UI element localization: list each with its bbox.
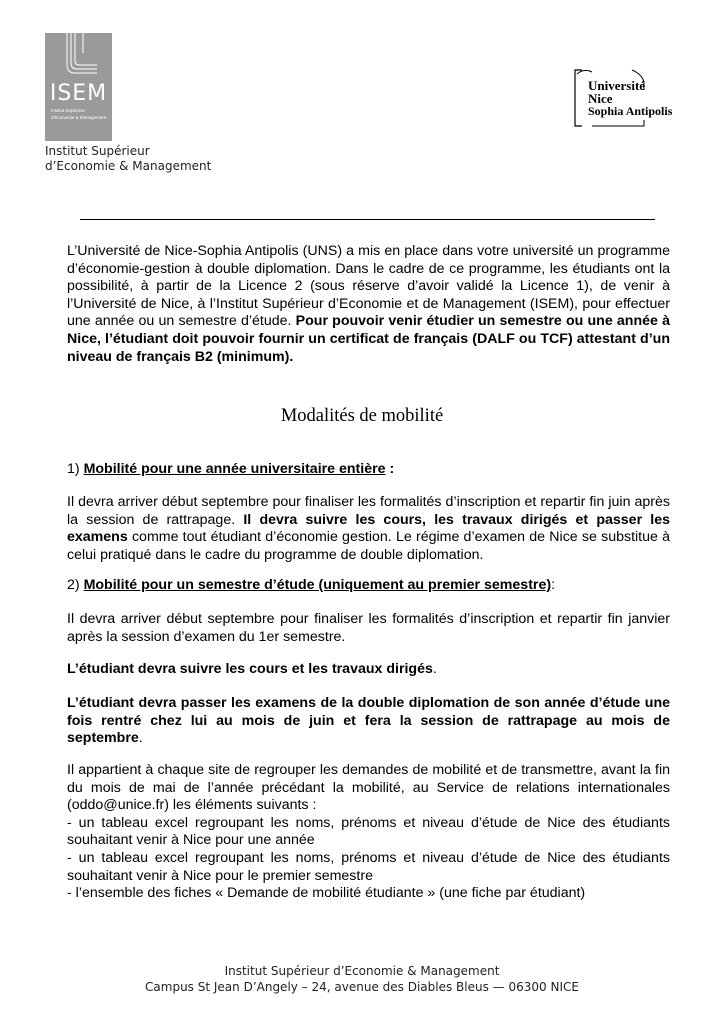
isem-logo	[45, 33, 112, 141]
section2-p2-bold: L’étudiant devra suivre les cours et les travaux dirigés	[67, 661, 433, 677]
section2-p3-end: .	[138, 730, 143, 747]
section1-heading	[67, 461, 670, 479]
intro-bold-requirement: Pour pouvoir venir étudier un semestre ou une année à Nice, l’étudiant doit pouvoir fournir un certificat de français (DALF ou TCF) attestant d’un niveau de français B2 (minimum).	[67, 313, 670, 365]
section1-heading-text: Mobilité pour une année universitaire entière	[83, 461, 386, 477]
isem-logo-word: ISEM	[49, 81, 108, 106]
uns-logo	[572, 66, 692, 130]
isem-logo-sub1: Institut Supérieur	[51, 108, 86, 113]
header-divider	[80, 219, 655, 220]
uns-logo-line1: Université	[588, 78, 646, 93]
list-item: - un tableau excel regroupant les noms, prénoms et niveau d’étude de Nice des étudiants souhaitant venir à Nice pour une année	[67, 814, 670, 849]
footer-line2: Campus St Jean D’Angely – 24, avenue des Diables Bleus — 06300 NICE	[145, 980, 579, 994]
section2-paragraph2	[67, 661, 670, 679]
section2-paragraph4	[67, 762, 670, 903]
section2-p4: Il appartient à chaque site de regrouper les demandes de mobilité et de transmettre, avant la fin du mois de mai de l’année précédant la mobilité, au Service de relations internationales (oddo@unice.fr) les éléments suivants :	[67, 762, 670, 814]
intro-text: L’Université de Nice-Sophia Antipolis (UNS) a mis en place dans votre université un programme d’économie-gestion à double diplomation. Dans le cadre de ce programme, les étudiants ont la possibilité, à partir de la Licence 2 (sous réserve d’avoir validé la Licence 1), de venir à l’Université de Nice, à l’Institut Supérieur d’Economie et de Management (ISEM), pour effectuer une année ou un semestre d’étude.	[67, 243, 670, 330]
section1-number: 1)	[67, 461, 84, 477]
section1-heading-suffix: :	[385, 461, 395, 477]
isem-caption-line2: d’Economie & Management	[45, 159, 212, 173]
section1-p1-start: Il devra arriver début septembre pour finaliser les formalités d’inscription et repartir fin juin après la session de rattrapage.	[67, 494, 670, 528]
section2-number: 2)	[67, 577, 84, 593]
section2-paragraph1: Il devra arriver début septembre pour finaliser les formalités d’inscription et repartir fin janvier après la session d’examen du 1er semestre.	[67, 611, 670, 645]
section1-p1-end: comme tout étudiant d’économie gestion. Le régime d’examen de Nice se substitue à celui pratiqué dans le cadre du programme de double diplomation.	[67, 529, 670, 563]
section1-p1-bold: Il devra suivre les cours, les travaux dirigés et passer les examens	[67, 511, 671, 546]
list-item: - un tableau excel regroupant les noms, prénoms et niveau d’étude de Nice des étudiants souhaitant venir à Nice pour le premier semestre	[67, 849, 670, 884]
isem-logo-sub2: d'Economie & Management	[51, 115, 107, 120]
list-item: - l’ensemble des fiches « Demande de mobilité étudiante » (une fiche par étudiant)	[67, 885, 586, 902]
isem-logo-lines	[61, 33, 97, 77]
uns-logo-line3: Sophia Antipolis	[588, 104, 673, 118]
section2-heading-text: Mobilité pour un semestre d’étude (uniquement au premier semestre)	[83, 577, 552, 593]
section2-paragraph3	[67, 695, 670, 748]
page-title: Modalités de mobilité	[280, 406, 444, 426]
section2-heading	[67, 577, 670, 595]
section2-heading-suffix: :	[551, 577, 556, 593]
section2-p3-bold: L’étudiant devra passer les examens de la double diplomation de son année d’étude une fois rentré chez lui au mois de juin et fera la session de rattrapage au mois de septembre	[67, 695, 670, 747]
isem-caption-line1: Institut Supérieur	[45, 144, 150, 158]
section2-p2-end: .	[432, 661, 437, 677]
isem-caption	[45, 144, 211, 174]
footer-line1: Institut Supérieur d’Economie & Management	[224, 964, 500, 978]
intro-paragraph	[67, 243, 670, 366]
section1-paragraph	[67, 494, 670, 564]
uns-logo-line2: Nice	[588, 91, 613, 106]
